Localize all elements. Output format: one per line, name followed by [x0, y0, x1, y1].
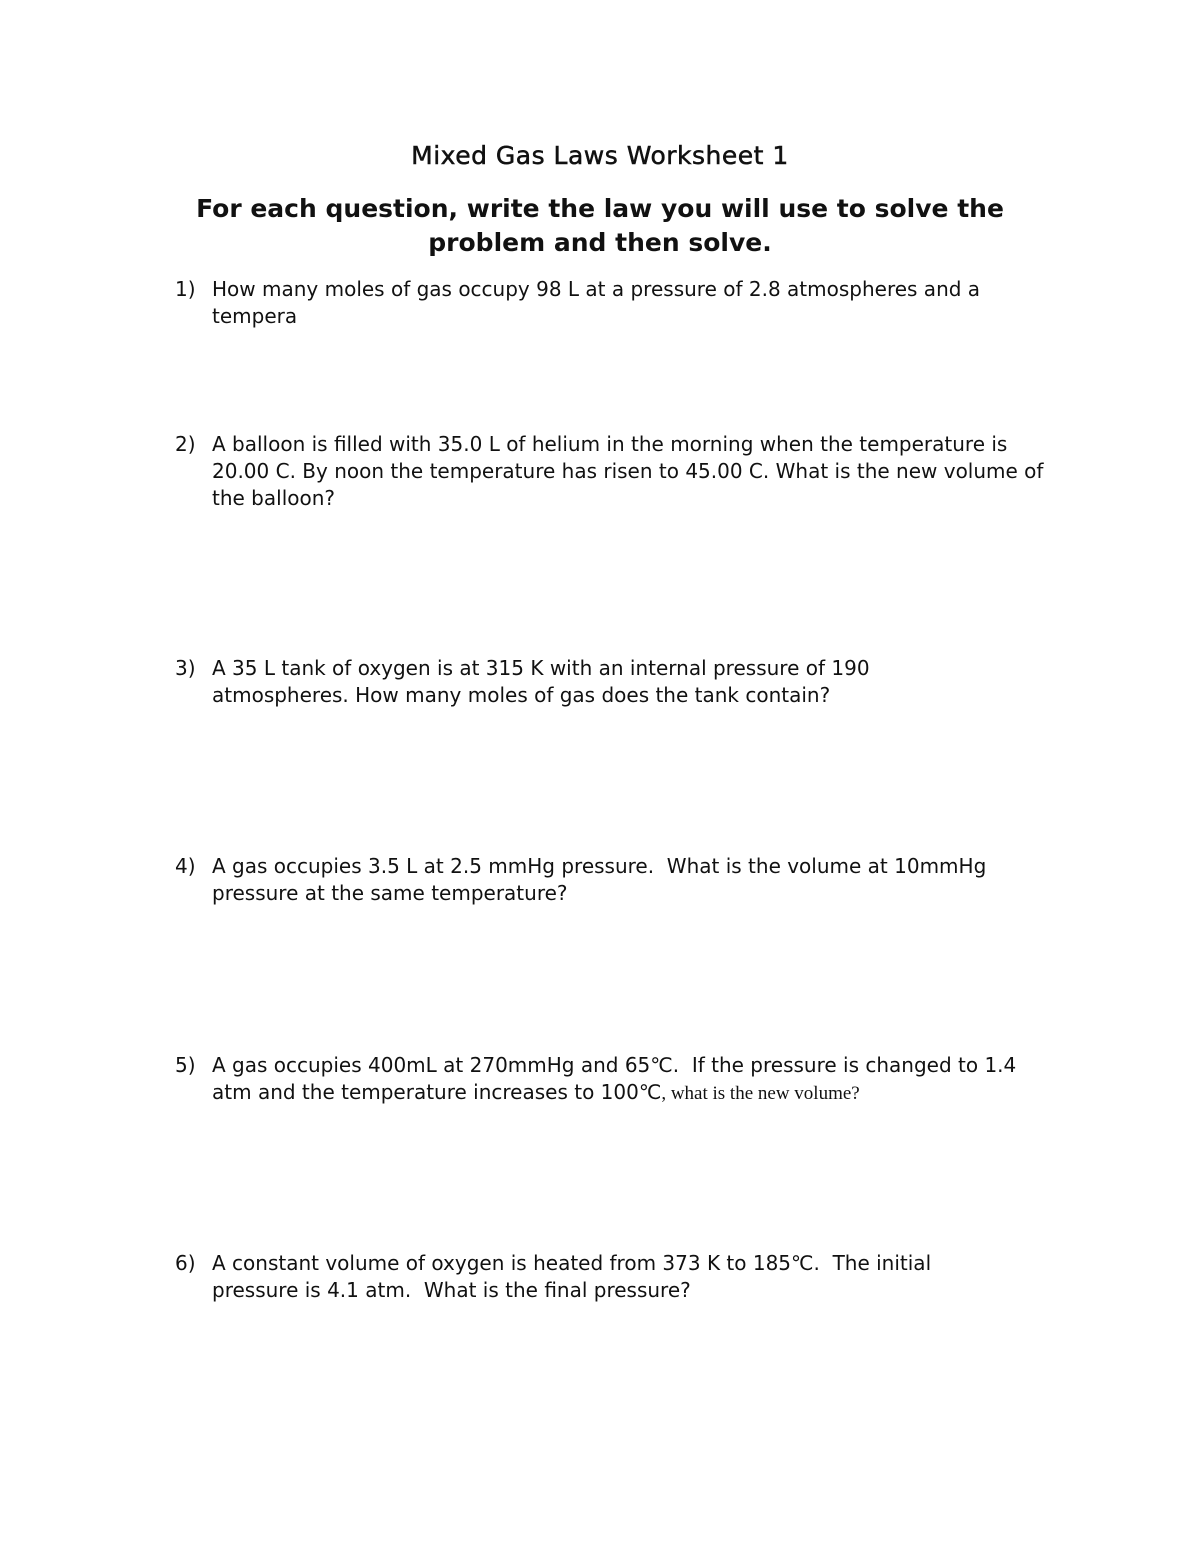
question-number: 4)	[175, 854, 196, 878]
question-number: 3)	[175, 656, 196, 680]
question-text: A constant volume of oxygen is heated from 373 K to 185℃. The initial pressure is 4.1 atm. What is the final pressure?	[212, 1251, 938, 1302]
question-3	[175, 655, 1055, 709]
question-4	[175, 853, 1055, 907]
question-text: How many moles of gas occupy 98 L at a pressure of 2.8 atmospheres and a tempera	[212, 277, 981, 328]
question-6	[175, 1250, 1055, 1304]
question-text: A 35 L tank of oxygen is at 315 K with an internal pressure of 190 atmospheres. How many moles of gas does the tank contain?	[212, 656, 870, 707]
question-5	[175, 1052, 1055, 1107]
question-text: A gas occupies 400mL at 270mmHg and 65℃. If the pressure is changed to 1.4 atm and the temperature increases to 100℃	[212, 1053, 1023, 1104]
question-number: 6)	[175, 1251, 196, 1275]
question-number: 2)	[175, 432, 196, 456]
question-2	[175, 431, 1055, 512]
instructions: For each question, write the law you will use to solve the problem and then solve.	[196, 194, 1004, 257]
question-number: 5)	[175, 1053, 196, 1077]
question-number: 1)	[175, 277, 196, 301]
page-title: Mixed Gas Laws Worksheet 1	[411, 141, 789, 170]
question-text: A balloon is filled with 35.0 L of helium in the morning when the temperature is 20.00 C. By noon the temperature has risen to 45.00 C. What is the new volume of the balloon?	[212, 432, 1044, 510]
question-text: A gas occupies 3.5 L at 2.5 mmHg pressure. What is the volume at 10mmHg pressure at the same temperature?	[212, 854, 993, 905]
question-text-tail: , what is the new volume?	[661, 1083, 860, 1104]
question-1	[175, 276, 1055, 330]
